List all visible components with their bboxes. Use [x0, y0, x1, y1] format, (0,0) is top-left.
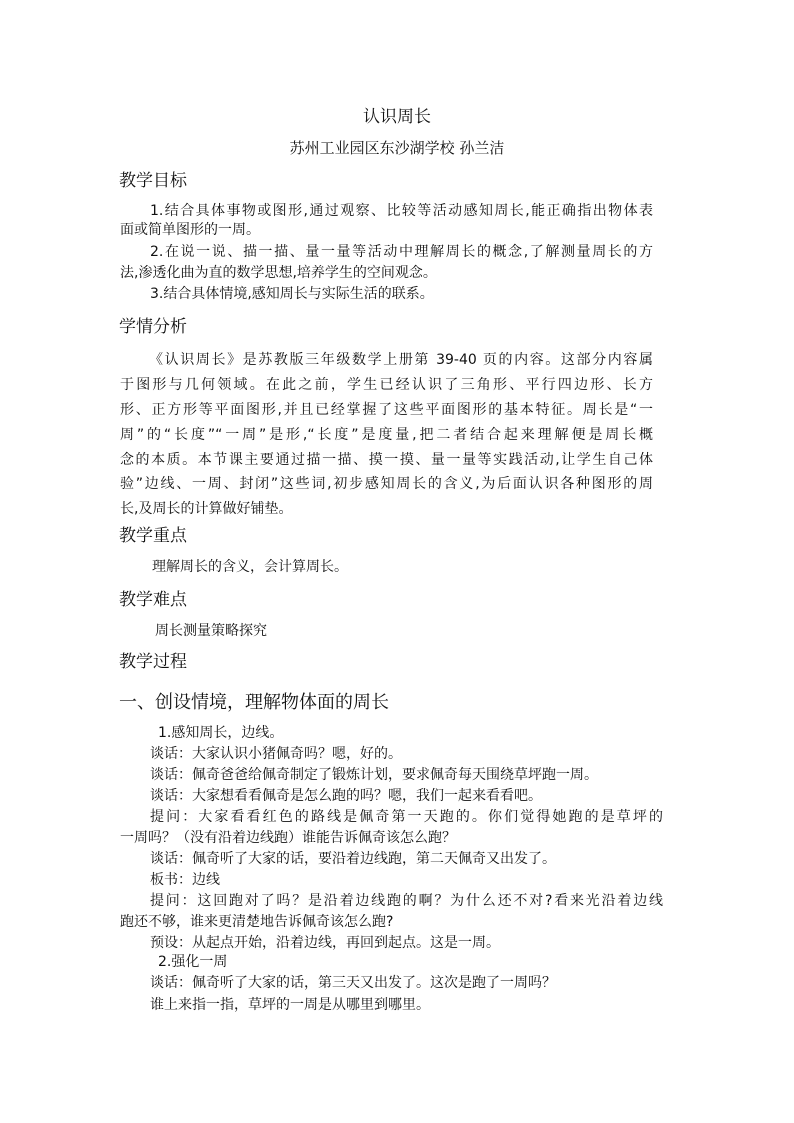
goals-line-4: 法,渗透化曲为直的数学思想,培养学生的空间观念。 [120, 265, 437, 281]
goals-line-3: 2.在说一说、描一描、量一量等活动中理解周长的概念,了解测量周长的方 [150, 244, 653, 260]
process-line-3: 谈话：佩奇爸爸给佩奇制定了锻炼计划，要求佩奇每天围绕草坪跑一周。 [150, 767, 598, 783]
section-heading-analysis: 学情分析 [119, 317, 187, 337]
analysis-line-4: 周”的“长度”“一周”是形,“长度”是度量,把二者结合起来理解便是周长概 [120, 427, 653, 443]
analysis-line-3: 形、正方形等平面图形,并且已经掌握了这些平面图形的基本特征。周长是“一 [120, 402, 653, 418]
process-line-4: 谈话：大家想看看佩奇是怎么跑的吗？嗯，我们一起来看看吧。 [150, 788, 542, 804]
process-line-9: 提问：这回跑对了吗？是沿着边线跑的啊？为什么还不对?看来光沿着边线 [150, 893, 663, 909]
process-line-13: 谈话：佩奇听了大家的话，第三天又出发了。这次是跑了一周吗？ [150, 975, 556, 991]
analysis-line-1: 《认识周长》是苏教版三年级数学上册第 39-40 页的内容。这部分内容属 [149, 352, 653, 368]
document-title: 认识周长 [363, 107, 431, 127]
analysis-line-5: 念的本质。本节课主要通过描一描、摸一摸、量一量等实践活动,让学生自己体 [120, 452, 653, 468]
process-line-14: 谁上来指一指，草坪的一周是从哪里到哪里。 [150, 997, 430, 1013]
process-line-1: 1.感知周长，边线。 [158, 725, 284, 741]
section-heading-difficulty: 教学难点 [119, 590, 187, 610]
process-line-6: 一周吗？（没有沿着边线跑）谁能告诉佩奇该怎么跑？ [120, 830, 456, 846]
section-heading-process: 教学过程 [119, 652, 187, 672]
key-point-text: 理解周长的含义，会计算周长。 [152, 559, 348, 575]
analysis-line-2: 于图形与几何领域。在此之前，学生已经认识了三角形、平行四边形、长方 [120, 377, 653, 393]
process-line-5: 提问：大家看看红色的路线是佩奇第一天跑的。你们觉得她跑的是草坪的 [150, 809, 663, 825]
goals-line-5: 3.结合具体情境,感知周长与实际生活的联系。 [150, 286, 434, 302]
process-line-7: 谈话：佩奇听了大家的话，要沿着边线跑，第二天佩奇又出发了。 [150, 851, 556, 867]
goals-line-1: 1.结合具体事物或图形,通过观察、比较等活动感知周长,能正确指出物体表 [150, 203, 653, 219]
author-line: 苏州工业园区东沙湖学校 孙兰洁 [289, 139, 505, 157]
process-part1-heading: 一、创设情境，理解物体面的周长 [119, 692, 389, 713]
goals-line-2: 面或简单图形的一周。 [120, 222, 260, 238]
analysis-line-6: 验”边线、一周、封闭”这些词,初步感知周长的含义,为后面认识各种图形的周 [120, 476, 653, 492]
process-line-12: 2.强化一周 [158, 954, 228, 970]
difficulty-text: 周长测量策略探究 [155, 623, 267, 639]
process-line-11: 预设：从起点开始，沿着边线，再回到起点。这是一周。 [150, 935, 500, 951]
process-line-10: 跑还不够，谁来更清楚地告诉佩奇该怎么跑? [120, 914, 394, 930]
analysis-line-7: 长,及周长的计算做好铺垫。 [120, 501, 293, 517]
process-line-8: 板书：边线 [150, 872, 220, 888]
process-line-2: 谈话：大家认识小猪佩奇吗？嗯，好的。 [150, 746, 402, 762]
section-heading-key-point: 教学重点 [119, 526, 187, 546]
section-heading-goals: 教学目标 [119, 171, 187, 191]
